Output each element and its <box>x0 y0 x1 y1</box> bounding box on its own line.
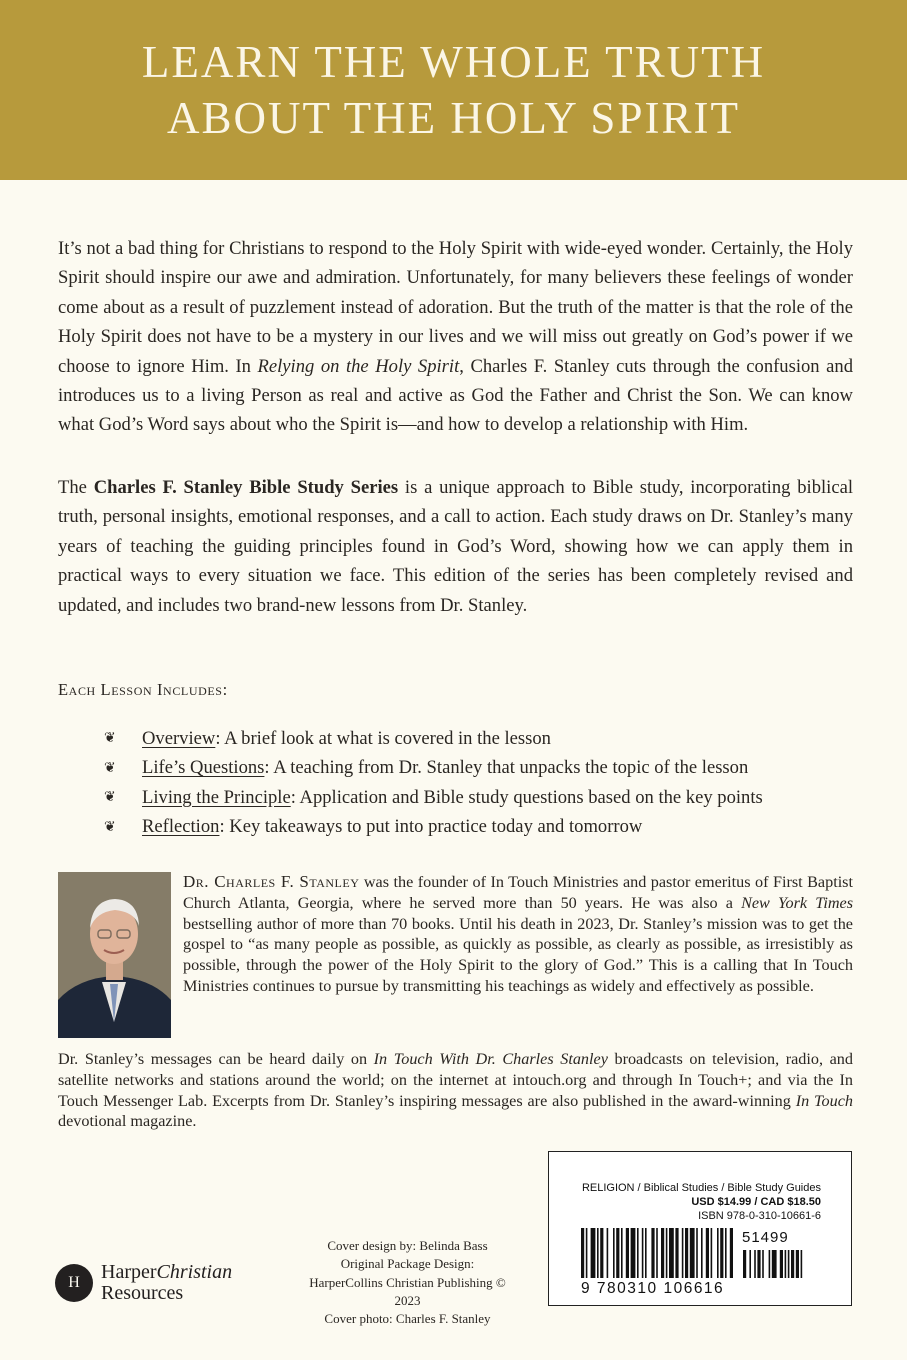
publisher-emblem-icon: H <box>55 1264 93 1302</box>
barcode-digits: 9 780310 106616 <box>581 1280 725 1297</box>
nyt-title: New York Times <box>741 893 853 912</box>
lesson-term: Overview <box>142 727 216 749</box>
intro-paragraph <box>58 234 853 440</box>
publisher-name-1: Harper <box>101 1261 157 1283</box>
lessons-heading: Each Lesson Includes: <box>58 680 228 699</box>
lesson-term: Reflection <box>142 816 220 838</box>
lesson-desc: : A teaching from Dr. Stanley that unpacks the topic of the lesson <box>264 757 749 779</box>
lesson-term: Life’s Questions <box>142 757 265 779</box>
lesson-desc: : A brief look at what is covered in the lesson <box>215 727 551 749</box>
book-price: USD $14.99 / CAD $18.50 <box>691 1196 821 1208</box>
publisher-name-3: Resources <box>101 1282 184 1304</box>
bio-text-2: bestselling author of more than 70 books. Until his death in 2023, Dr. Stanley’s mission was to get the gospel to “as many people as possible, as quickly as possible, as clearly as possible, as irresistibly as possible, through the power of the Holy Spirit to the glory of God.” This is a calling that In Touch Ministries continues to pursue by transmitting his teachings as widely and effectively as possible. <box>183 914 853 995</box>
book-isbn: ISBN 978-0-310-10661-6 <box>698 1210 821 1222</box>
cover-credits <box>300 1237 515 1328</box>
messages-text-2: broadcasts on television, radio, and satellite networks and stations around the world; on the internet at intouch.org and through In Touch+; and via the In Touch Messenger Lab. Excerpts from Dr. Stanley’s inspiring messages are also published in the award-winning <box>58 1050 853 1110</box>
author-portrait-icon <box>58 872 171 1038</box>
author-name: Dr. Charles F. Stanley <box>183 872 360 891</box>
credit-line: Original Package Design: <box>340 1256 475 1272</box>
intro-text-2: , Charles F. Stanley cuts through the confusion and introduces us to a living Person as real and active as God the Father and Christ the Son. We can know what God’s Word says about who the Spirit is—and how to develop a relationship with Him. <box>58 355 853 436</box>
price-code: 51499 <box>742 1229 789 1246</box>
fleuron-icon: ❦ <box>104 819 116 835</box>
banner-title-line-1: LEARN THE WHOLE TRUTH <box>141 37 766 87</box>
publisher-name <box>101 1262 232 1304</box>
bio-text-1: was the founder of In Touch Ministries and pastor emeritus of First Baptist Church Atlanta, Georgia, where he served more than 50 years. He was also a <box>183 873 853 912</box>
book-category: RELIGION / Biblical Studies / Bible Study Guides <box>581 1182 821 1194</box>
lesson-desc: : Application and Bible study questions based on the key points <box>290 786 763 808</box>
magazine-title: In Touch <box>795 1091 853 1110</box>
list-item <box>104 813 763 843</box>
intro-text-1: It’s not a bad thing for Christians to respond to the Holy Spirit with wide-eyed wonder. Certainly, the Holy Spirit should inspire our awe and admiration. Unfortunately, for many believers these feelings of wonder come about as a result of puzzlement instead of adoration. But the truth of the matter is that the role of the Holy Spirit does not have to be a mystery in our lives and we will miss out greatly on God’s power if we choose to ignore Him. In <box>58 238 853 377</box>
list-item <box>104 783 763 813</box>
author-bio <box>183 872 853 997</box>
messages-text-3: devotional magazine. <box>58 1112 197 1131</box>
program-title: In Touch With Dr. Charles Stanley <box>373 1050 608 1068</box>
barcode-box <box>548 1151 852 1306</box>
series-name: Charles F. Stanley Bible Study Series <box>93 477 399 498</box>
series-paragraph <box>58 473 853 620</box>
lesson-term: Living the Principle <box>142 786 291 808</box>
credit-line: Cover photo: Charles F. Stanley <box>324 1311 491 1327</box>
credit-line: HarperCollins Christian Publishing © 2023 <box>309 1274 506 1308</box>
series-prefix: The <box>58 477 94 498</box>
credit-line: Cover design by: Belinda Bass <box>327 1238 488 1253</box>
author-photo <box>58 872 171 1038</box>
publisher-name-2: Christian <box>156 1261 233 1283</box>
messages-text-1: Dr. Stanley’s messages can be heard daily on <box>58 1050 374 1068</box>
fleuron-icon: ❦ <box>104 790 116 806</box>
book-title: Relying on the Holy Spirit <box>257 355 460 377</box>
title-banner <box>0 0 907 180</box>
series-text: is a unique approach to Bible study, incorporating biblical truth, personal insights, emotional responses, and a call to action. Each study draws on Dr. Stanley’s many years of teaching the guiding principles found in God’s Word, showing how we can apply them in practical ways to every situation we face. This edition of the series has been completely revised and updated, and includes two brand-new lessons from Dr. Stanley. <box>58 477 853 616</box>
list-item <box>104 724 763 754</box>
messages-paragraph <box>58 1049 853 1132</box>
banner-title-line-2: ABOUT THE HOLY SPIRIT <box>167 93 740 143</box>
publisher-logo <box>55 1258 275 1308</box>
list-item <box>104 754 763 784</box>
fleuron-icon: ❦ <box>104 731 116 747</box>
fleuron-icon: ❦ <box>104 760 116 776</box>
lesson-list <box>104 724 763 842</box>
lesson-desc: : Key takeaways to put into practice today and tomorrow <box>219 816 643 838</box>
